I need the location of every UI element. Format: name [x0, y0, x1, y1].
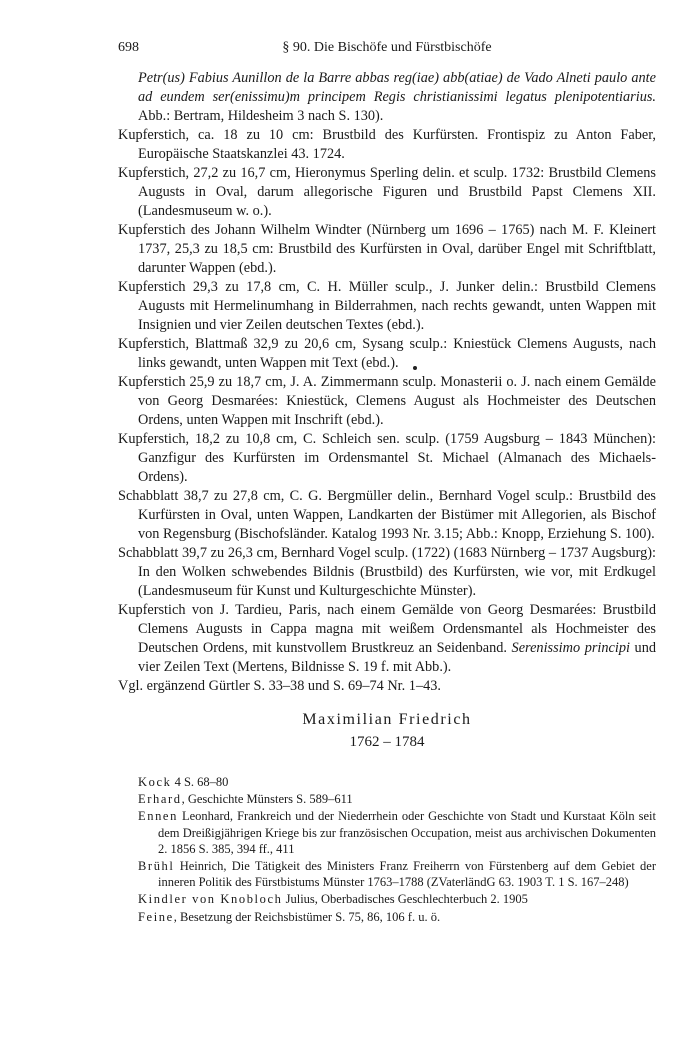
catalog-entry: Schabblatt 39,7 zu 26,3 cm, Bernhard Vogel sculp. (1722) (1683 Nürnberg – 1737 Augsburg): In den Wolken schwebendes Bildnis (Brustbild) des Kurfürsten, wie vor, mit Erdkugel (Landesmuseum für Kunst und Kulturgeschichte Münster). [118, 545, 656, 599]
bib-text: Leonhard, Frankreich und der Niederrhein oder Geschichte von Stadt und Kurstaat Köln seit dem Dreißigjährigen Kriege bis zur französischen Occupation, meist aus archivischen Dokumenten 2. 1856 S. 385, 394 ff., 411 [158, 809, 656, 856]
bibliography-entry [138, 891, 656, 907]
bibliography-entry [138, 858, 656, 890]
catalog-entry: Vgl. ergänzend Gürtler S. 33–38 und S. 69–74 Nr. 1–43. [118, 678, 441, 694]
catalog-entry [118, 601, 656, 677]
catalog-entry: Kupferstich, 27,2 zu 16,7 cm, Hieronymus Sperling delin. et sculp. 1732: Brustbild Clemens Augusts in Oval, darum allegorische Figuren und Brustbild Papst Clemens XII. (Landesmuseum w. o.). [118, 165, 656, 219]
bibliography-entry [138, 808, 656, 857]
catalog-entry [118, 335, 656, 373]
bib-text: , Geschichte Münsters S. 589–611 [181, 792, 353, 807]
entry-text: Kupferstich von J. Tardieu, Paris, nach einem Gemälde von Georg Desmarées: Brustbild Clemens Augusts in Cappa magna mit weißem Ordensmantel als Hochmeister des Deutschen Ordens, mit kunstvollem Brustkreuz an Seidenband. [118, 602, 656, 656]
image-catalog-list [118, 69, 656, 696]
bib-author: Feine [138, 909, 174, 924]
bib-text: 4 S. 68–80 [171, 775, 229, 789]
ink-speck [413, 366, 417, 370]
catalog-entry: Kupferstich, 18,2 zu 10,8 cm, C. Schleich sen. sculp. (1759 Augsburg – 1843 München): Ganzfigur des Kurfürsten im Ordensmantel St. Michael (Almanach des Michaels-Ordens). [118, 431, 656, 485]
bibliography-entry [138, 909, 656, 925]
latin-inscription: Serenissimo principi [511, 640, 630, 656]
bib-text: Heinrich, Die Tätigkeit des Ministers Franz Freiherrn von Fürstenberg auf dem Gebiet der inneren Politik des Fürstbistums Münster 1763–1788 (ZVaterländG 63. 1903 T. 1 S. 167–248) [158, 859, 656, 890]
bib-text: , Besetzung der Reichsbistümer S. 75, 86, 106 f. u. ö. [173, 909, 441, 924]
bibliography-list [138, 774, 656, 926]
section-title: Maximilian Friedrich [302, 711, 472, 728]
running-head: § 90. Die Bischöfe und Fürstbischöfe [282, 40, 492, 55]
bib-author: Kindler von Knobloch [138, 892, 283, 907]
bib-text: Julius, Oberbadisches Geschlechterbuch 2. 1905 [282, 892, 528, 907]
page-number: 698 [118, 40, 139, 55]
section-dates: 1762 – 1784 [349, 734, 425, 750]
bibliography-entry [138, 791, 656, 807]
catalog-entry: Kupferstich 29,3 zu 17,8 cm, C. H. Müller sculp., J. Junker delin.: Brustbild Clemens Augusts mit Hermelinumhang in Bilderrahmen, nach rechts gewandt, unten Wappen mit Insignien und vier Zeilen deutschen Textes (ebd.). [118, 279, 656, 333]
page-header [118, 40, 656, 60]
bib-author: Erhard [138, 792, 182, 807]
entry-text: Kupferstich, Blattmaß 32,9 zu 20,6 cm, Sysang sculp.: Kniestück Clemens Augusts, nach links gewandt, unten Wappen mit Text (ebd.). [118, 336, 656, 371]
bib-author: Kock [138, 775, 172, 789]
bibliography-entry [138, 774, 656, 790]
entry-tail: Abb.: Bertram, Hildesheim 3 nach S. 130). [138, 108, 384, 124]
entry-tail: und vier Zeilen Text (Mertens, Bildnisse S. 19 f. mit Abb.). [138, 640, 656, 675]
catalog-entry-continuation [118, 69, 656, 126]
catalog-entry: Schabblatt 38,7 zu 27,8 cm, C. G. Bergmüller delin., Bernhard Vogel sculp.: Brustbild des Kurfürsten in Oval, unten Wappen, Landkarten der Bistümer mit Allegorien, als Bischof von Regensburg (Bischofsländer. Katalog 1993 Nr. 3.15; Abb.: Knopp, Erziehung S. 100). [118, 488, 656, 542]
catalog-entry: Kupferstich des Johann Wilhelm Windter (Nürnberg um 1696 – 1765) nach M. F. Kleinert 1737, 25,3 zu 18,5 cm: Brustbild des Kurfürsten in Oval, darüber Engel mit Schriftblatt, darunter Wappen (ebd.). [118, 222, 656, 276]
bib-author: Ennen [138, 809, 178, 824]
bib-author: Brühl [138, 859, 175, 874]
catalog-entry: Kupferstich, ca. 18 zu 10 cm: Brustbild des Kurfürsten. Frontispiz zu Anton Faber, Europäische Staatskanzlei 43. 1724. [118, 127, 656, 162]
latin-inscription: Petr(us) Fabius Aunillon de la Barre abbas reg(iae) abb(atiae) de Vado Alneti paulo ante ad eundem ser(enissimu)m principem Regis christianissimi legatus plenipotentiarius. [138, 70, 656, 105]
catalog-entry: Kupferstich 25,9 zu 18,7 cm, J. A. Zimmermann sculp. Monasterii o. J. nach einem Gemälde von Georg Desmarées: Kniestück, Clemens August als Hochmeister des Deutschen Ordens, unten Wappen mit Inschrift (ebd.). [118, 374, 656, 428]
